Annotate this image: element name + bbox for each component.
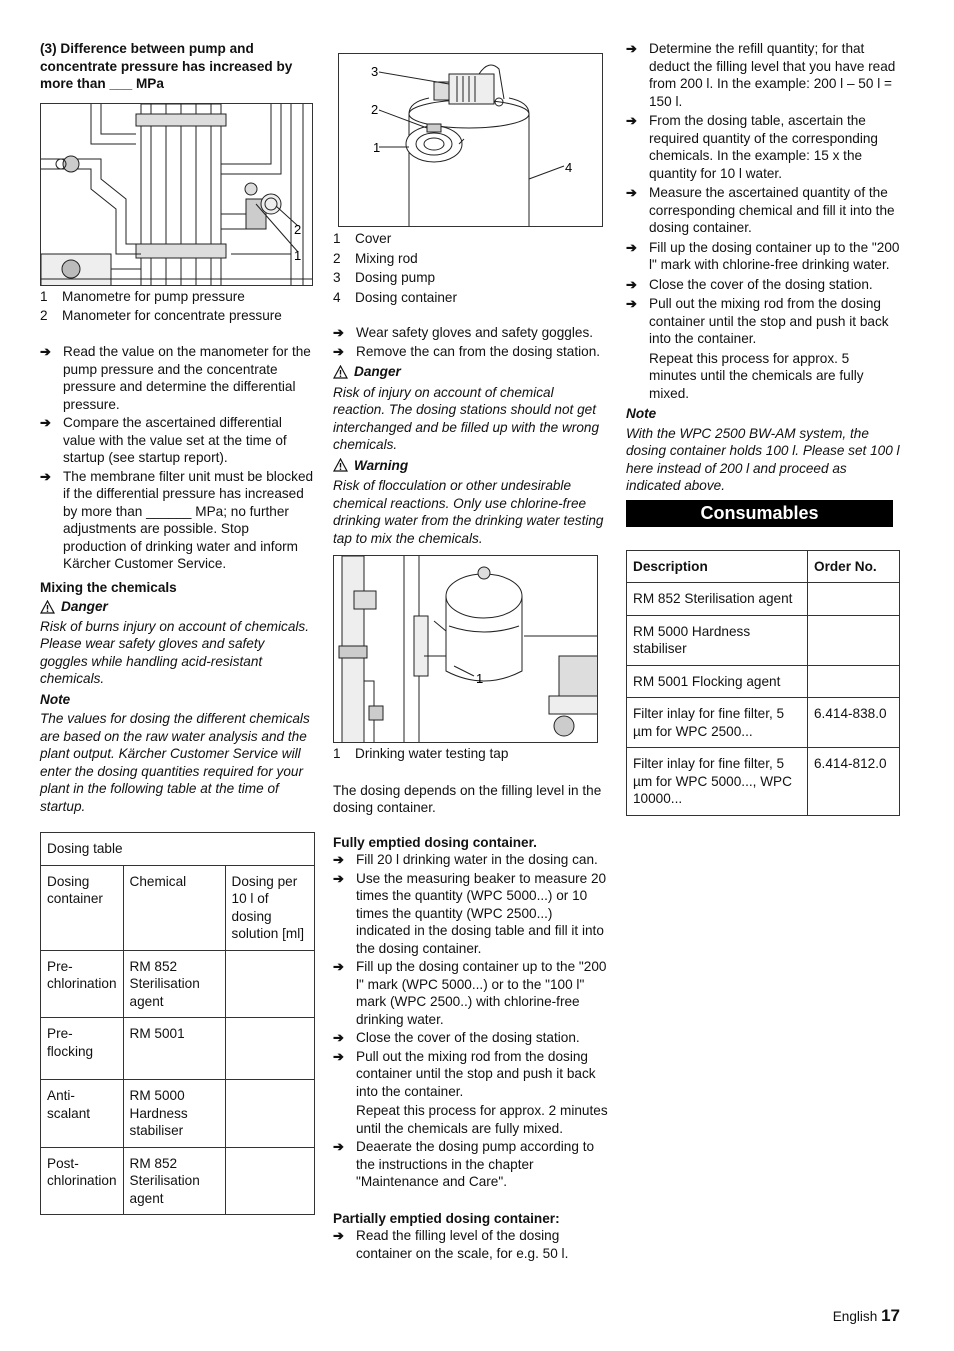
danger-text: Risk of burns injury on account of chemicals. Please wear safety gloves and safety goggles while handling acid-resistant chemicals.: [40, 618, 309, 686]
column-right: [626, 40, 900, 816]
table-row: Post-chlorination RM 852 Sterilisation agent: [41, 1147, 315, 1215]
legend-item: 1 Cover: [333, 231, 392, 246]
figure-legend: [40, 288, 315, 324]
table-row: Filter inlay for fine filter, 5 µm for WPC 2500... 6.414-838.0: [627, 698, 900, 748]
table-row: RM 852 Sterilisation agent: [627, 583, 900, 616]
list-item: ➔ Measure the ascertained quantity of the corresponding chemical and fill it into the dosing container.: [626, 185, 895, 235]
repeat-note: Repeat this process for approx. 2 minutes until the chemicals are fully mixed.: [356, 1103, 608, 1136]
list-item: ➔ Compare the ascertained differential value with the value set at the time of startup (see startup report).: [40, 415, 287, 465]
list-item: ➔ Read the value on the manometer for the pump pressure and the concentrate pressure and determine the differential pressure.: [40, 344, 311, 412]
arrow-icon: ➔: [626, 113, 637, 128]
consumables-banner: Consumables: [626, 500, 893, 527]
table-title: Dosing table: [41, 833, 315, 866]
list-item: ➔ Close the cover of the dosing station.: [333, 1030, 580, 1045]
warning-triangle-icon: [40, 600, 55, 614]
list-item: ➔ Pull out the mixing rod from the dosing container until the stop and push it back into the container.: [333, 1048, 596, 1099]
list-item: ➔ Remove the can from the dosing station.: [333, 343, 601, 359]
column-left: [40, 40, 315, 1215]
list-item: ➔ Fill up the dosing container up to the "200 l" mark with chlorine-free drinking water.: [626, 239, 900, 272]
legend-item: 1 Manometre for pump pressure: [40, 289, 245, 304]
table-row: Filter inlay for fine filter, 5 µm for WPC 5000..., WPC 10000... 6.414-812.0: [627, 748, 900, 816]
arrow-icon: ➔: [40, 468, 51, 484]
instruction-list: [626, 40, 900, 402]
arrow-icon: ➔: [626, 276, 637, 292]
dosing-station-illustration: [339, 54, 603, 227]
section-heading: (3) Difference between pump and concentrate pressure has increased by more than ___ MPa: [40, 41, 293, 91]
danger-heading: Danger: [40, 598, 315, 616]
callout-1: 1: [373, 140, 381, 155]
dosing-depends-text: The dosing depends on the filling level in the dosing container.: [333, 782, 602, 815]
footer-language: English: [832, 1309, 878, 1324]
subsection-heading: Mixing the chemicals: [40, 579, 177, 595]
arrow-icon: ➔: [40, 344, 51, 359]
list-item: ➔ The membrane filter unit must be blocked if the differential pressure has increased by more than ______ MPa; no further adjustments are possible. Stop production of drinking water and inform Kärcher Customer Service.: [40, 468, 314, 571]
arrow-icon: ➔: [333, 1139, 344, 1154]
table-row: Pre-chlorination RM 852 Sterilisation agent: [41, 950, 315, 1018]
list-item: ➔ Pull out the mixing rod from the dosing container until the stop and push it back into the container.: [626, 296, 889, 346]
callout-2: 2: [294, 222, 302, 237]
legend-item: 1 Drinking water testing tap: [333, 746, 509, 761]
arrow-icon: ➔: [626, 185, 637, 200]
list-item: ➔ Read the filling level of the dosing container on the scale, for e.g. 50 l.: [333, 1228, 569, 1261]
note-text: The values for dosing the different chemicals are based on the raw water analysis and the plant output. Kärcher Customer Service will enter the dosing quantities required for your plant in the following table at the time of startup.: [40, 711, 310, 814]
warning-triangle-icon: [333, 458, 348, 472]
instruction-list: [333, 324, 609, 360]
figure-testing-tap: [333, 555, 598, 743]
figure-manometers: [40, 103, 313, 286]
arrow-icon: ➔: [333, 959, 344, 974]
note-label: Note: [626, 406, 657, 421]
column-middle: [333, 53, 609, 1262]
page-number: 17: [881, 1306, 900, 1325]
table-header-row: Dosing container Chemical Dosing per 10 l of dosing solution [ml]: [41, 865, 315, 950]
instruction-list: [333, 851, 609, 1191]
arrow-icon: ➔: [333, 870, 344, 886]
arrow-icon: ➔: [333, 343, 344, 359]
arrow-icon: ➔: [333, 1030, 344, 1045]
list-item: ➔ Wear safety gloves and safety goggles.: [333, 325, 594, 340]
list-item: ➔ Deaerate the dosing pump according to the instructions in the chapter "Maintenance and Care".: [333, 1139, 595, 1189]
testing-tap-illustration: [334, 556, 598, 743]
callout-1: 1: [294, 248, 302, 263]
table-row: RM 5000 Hardness stabiliser: [627, 615, 900, 665]
table-header-row: Description Order No.: [627, 550, 900, 583]
legend-item: 3 Dosing pump: [333, 270, 436, 285]
legend-item: 4 Dosing container: [333, 289, 458, 305]
warning-triangle-icon: [333, 365, 348, 379]
subsection-heading: Fully emptied dosing container.: [333, 834, 537, 850]
list-item: ➔ Fill 20 l drinking water in the dosing can.: [333, 852, 598, 867]
note-label: Note: [40, 691, 71, 707]
table-row: Anti-scalant RM 5000 Hardness stabiliser: [41, 1080, 315, 1148]
arrow-icon: ➔: [333, 852, 344, 867]
danger-heading: Danger: [333, 363, 609, 381]
danger-text: Risk of injury on account of chemical reaction. The dosing stations should not get interchanged and be filled up with the wrong chemicals.: [333, 384, 600, 452]
list-item: ➔ From the dosing table, ascertain the required quantity of the corresponding chemicals. In the example: 15 x the quantity for 10 l water.: [626, 113, 878, 181]
callout-3: 3: [371, 64, 379, 79]
page-footer: [833, 1307, 900, 1326]
figure-dosing-station: [338, 53, 603, 227]
arrow-icon: ➔: [626, 296, 637, 311]
legend-item: 2 Manometer for concentrate pressure: [40, 307, 282, 323]
table-row: Pre-flocking RM 5001: [41, 1018, 315, 1080]
warning-text: Risk of flocculation or other undesirable chemical reactions. Only use chlorine-free drinking water from the drinking water testing tap to mix the chemicals.: [333, 478, 604, 546]
repeat-note: Repeat this process for approx. 5 minutes until the chemicals are fully mixed.: [649, 350, 864, 401]
consumables-table: [626, 550, 900, 816]
list-item: ➔ Close the cover of the dosing station.: [626, 276, 873, 292]
callout-1: 1: [476, 671, 484, 686]
list-item: ➔ Determine the refill quantity; for that deduct the filling level that you have read from 200 l. In the example: 200 l – 50 l = 150 l.: [626, 41, 896, 109]
arrow-icon: ➔: [333, 325, 344, 340]
arrow-icon: ➔: [40, 415, 51, 430]
dosing-table: [40, 832, 315, 1215]
callout-2: 2: [371, 102, 379, 117]
callout-4: 4: [565, 160, 573, 175]
arrow-icon: ➔: [333, 1048, 344, 1064]
note-text: With the WPC 2500 BW-AM system, the dosing container holds 100 l. Please set 100 l here instead of 200 l and proceed as indicated above.: [626, 425, 900, 493]
list-item: ➔ Fill up the dosing container up to the "200 l" mark (WPC 5000...) or to the "100 l" mark (WPC 2500..) with chlorine-free drinking water.: [333, 959, 607, 1027]
table-row: RM 5001 Flocking agent: [627, 665, 900, 698]
list-item: ➔ Use the measuring beaker to measure 20 times the quantity (WPC 5000...) or 10 times the quantity (WPC 2500...) indicated in the dosing table and fill it into the dosing container.: [333, 870, 607, 956]
legend-item: 2 Mixing rod: [333, 250, 418, 266]
arrow-icon: ➔: [626, 41, 637, 56]
arrow-icon: ➔: [626, 239, 637, 255]
manometer-illustration: [41, 104, 313, 286]
arrow-icon: ➔: [333, 1228, 344, 1243]
warning-heading: Warning: [333, 457, 609, 475]
subsection-heading: Partially emptied dosing container:: [333, 1210, 560, 1226]
instruction-list: [40, 343, 315, 573]
figure-legend: [333, 230, 609, 306]
